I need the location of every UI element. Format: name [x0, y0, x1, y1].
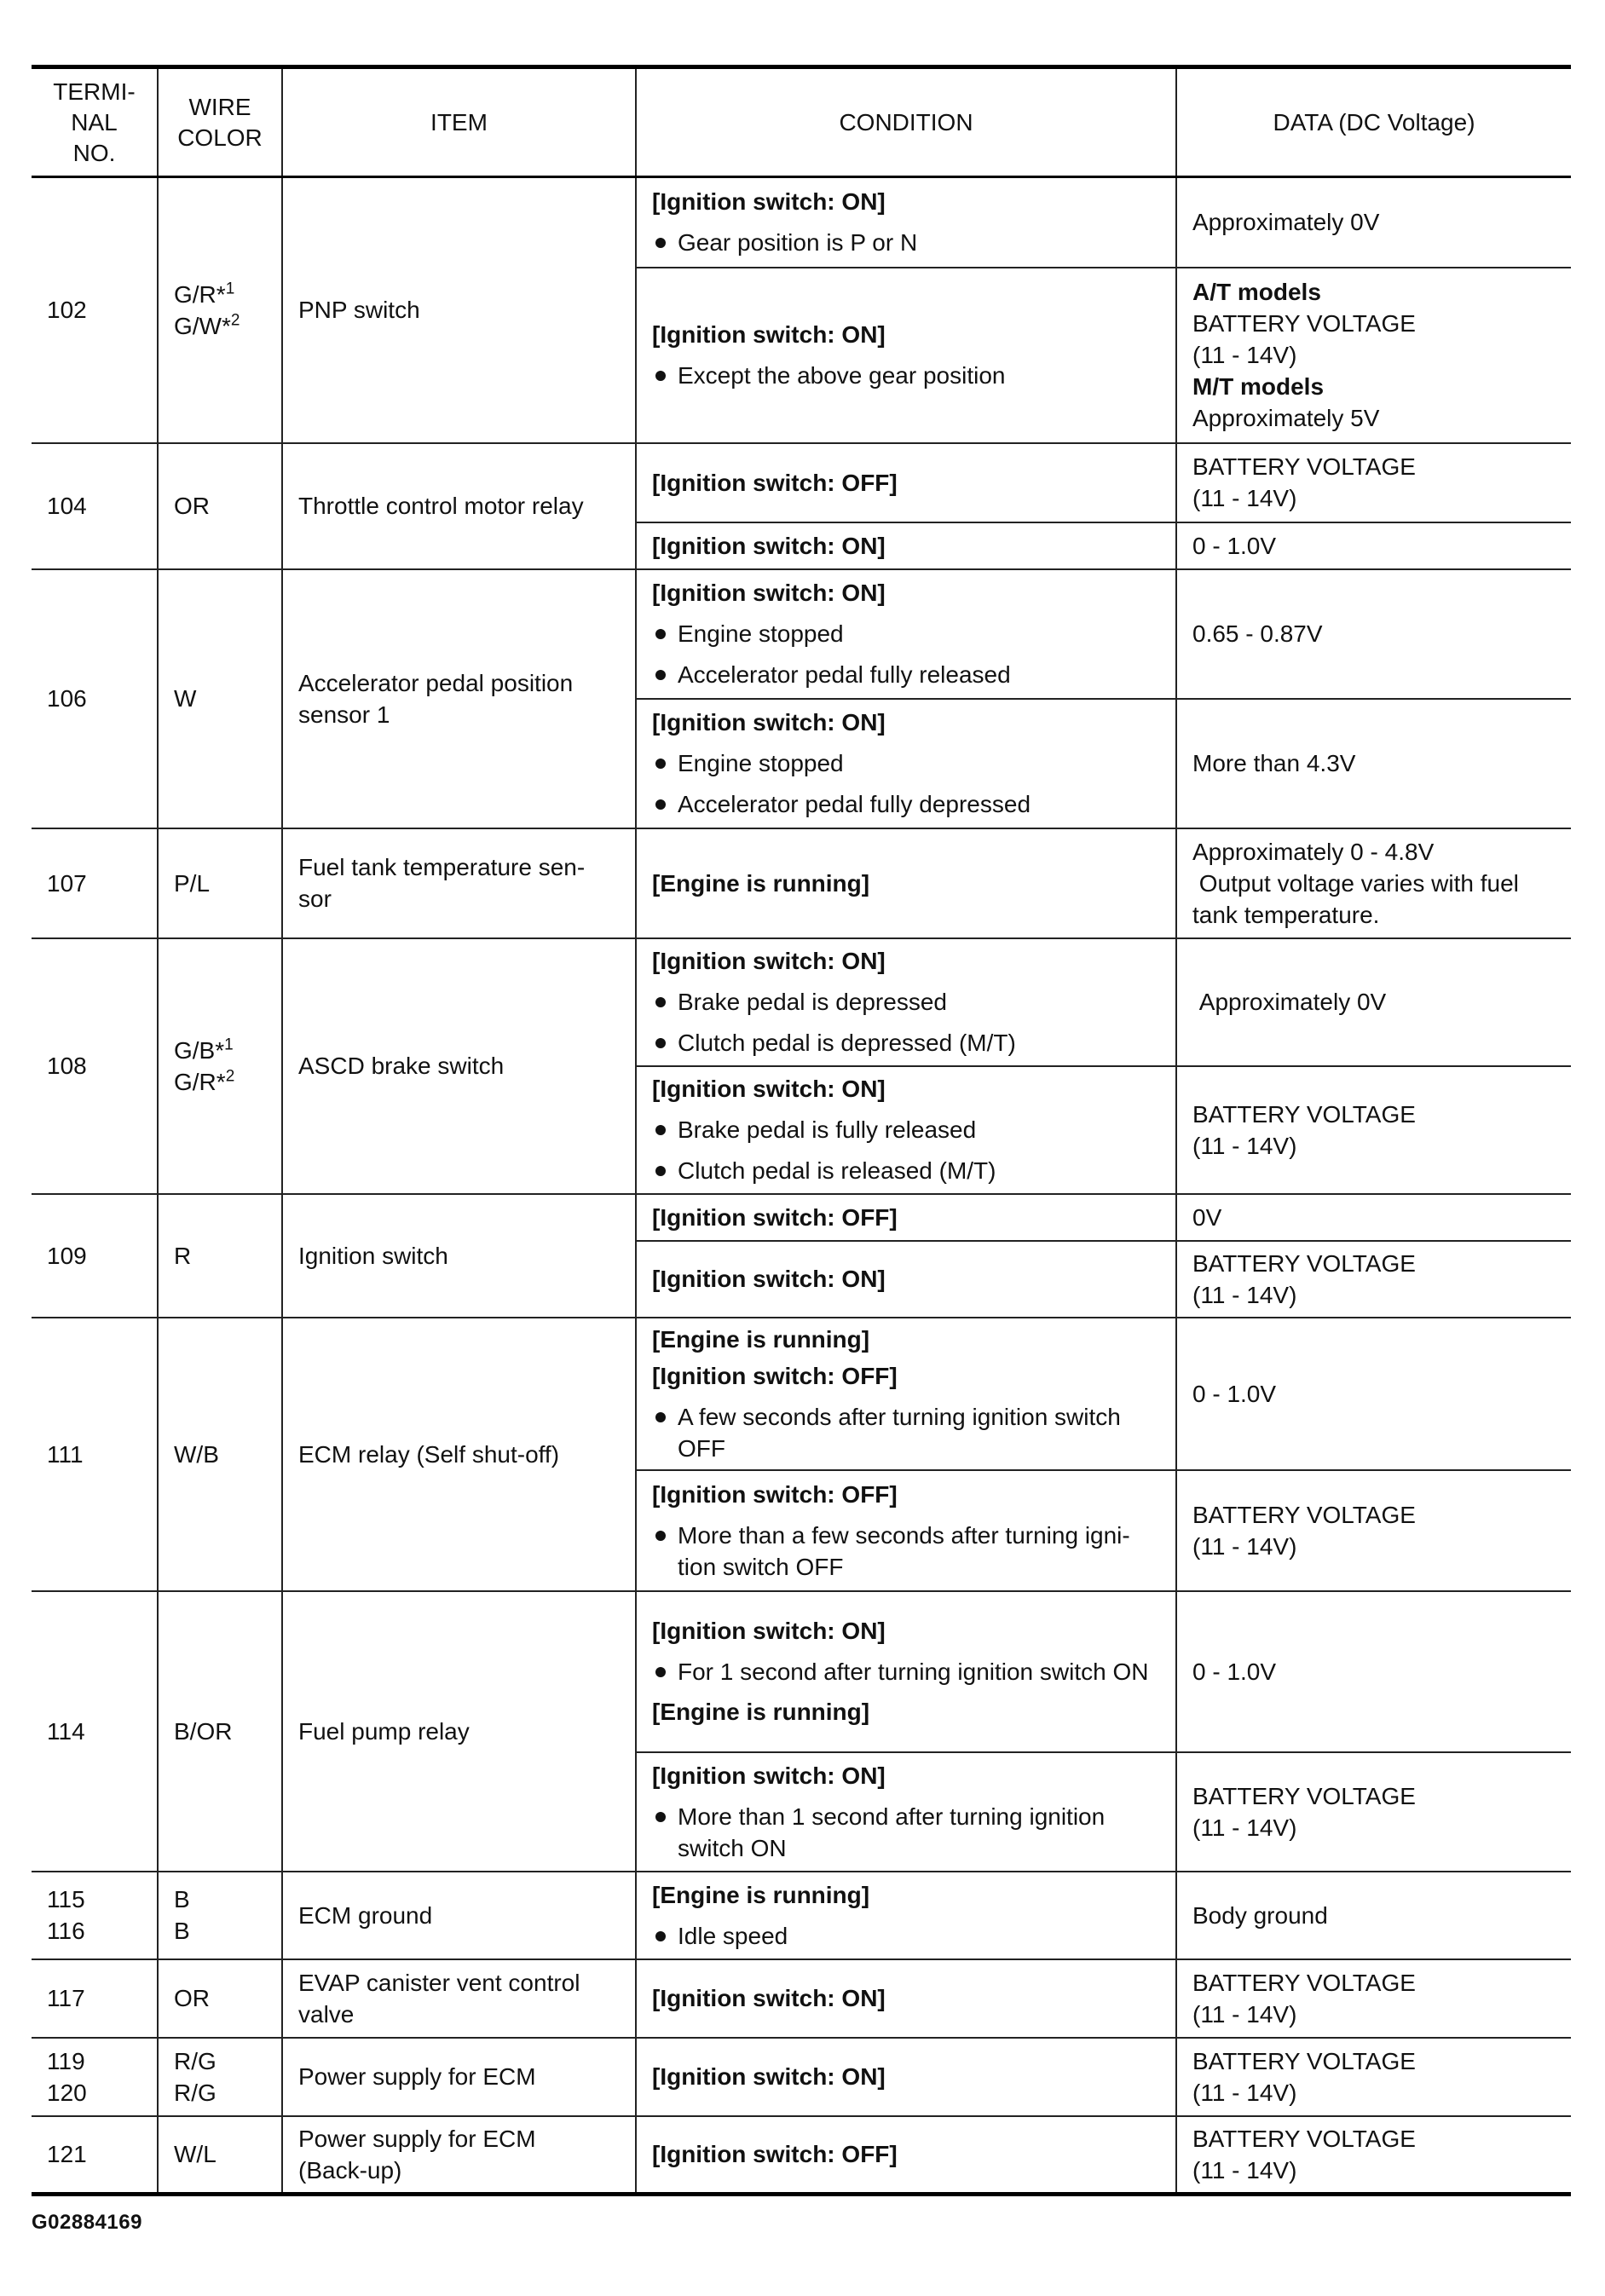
voltage-value: More than 4.3V — [1192, 750, 1356, 776]
condition-cell — [636, 1066, 1176, 1194]
condition-bullet: Brake pedal is fully released — [652, 1114, 1160, 1145]
condition-heading: [Ignition switch: ON] — [652, 1076, 886, 1102]
condition-heading: [Ignition switch: ON] — [652, 532, 886, 559]
wire-footnote-mark: 2 — [230, 311, 240, 330]
voltage-data-cell — [1176, 1591, 1571, 1752]
condition-heading: [Ignition switch: OFF] — [652, 469, 898, 496]
wire-color-cell — [158, 569, 282, 828]
wire-color-text: R/G — [174, 2079, 217, 2106]
condition-cell — [636, 443, 1176, 522]
wire-color-cell — [158, 1194, 282, 1318]
wire-color-line — [174, 868, 266, 899]
condition-cell — [636, 699, 1176, 828]
condition-heading: [Engine is running] — [652, 1699, 870, 1725]
condition-heading: [Ignition switch: ON] — [652, 188, 886, 216]
voltage-data-cell — [1176, 1752, 1571, 1872]
table-row — [32, 443, 1571, 522]
wire-color-cell — [158, 2038, 282, 2116]
condition-bullet: More than a few seconds after turning igni- tion switch OFF — [652, 1520, 1160, 1583]
wire-color-text: W/L — [174, 2141, 217, 2168]
voltage-data-cell — [1176, 2116, 1571, 2195]
condition-bullet: A few seconds after turning ignition switch OFF — [652, 1401, 1160, 1464]
condition-bullet: Brake pedal is depressed — [652, 986, 1160, 1018]
terminal-no-cell: 106 — [32, 569, 158, 828]
condition-heading: [Ignition switch: ON] — [652, 1985, 886, 2011]
table-row — [32, 2038, 1571, 2116]
header-data: DATA (DC Voltage) — [1176, 67, 1571, 177]
voltage-value: 0 - 1.0V — [1192, 1658, 1277, 1685]
table-header-row — [32, 67, 1571, 177]
voltage-data-cell — [1176, 177, 1571, 268]
condition-heading: [Ignition switch: ON] — [652, 1762, 886, 1789]
condition-cell — [636, 1241, 1176, 1318]
voltage-value: (11 - 14V) — [1192, 2079, 1297, 2106]
wire-color-line — [174, 2045, 266, 2077]
wire-color-cell — [158, 938, 282, 1194]
figure-code: G02884169 — [32, 2211, 142, 2234]
voltage-value: (11 - 14V) — [1192, 485, 1297, 511]
condition-bullet: More than 1 second after turning ignition switch ON — [652, 1801, 1160, 1864]
condition-heading: [Ignition switch: ON] — [652, 321, 886, 348]
terminal-no-cell: 115 116 — [32, 1872, 158, 1959]
voltage-value: BATTERY VOLTAGE — [1192, 1249, 1416, 1277]
wire-color-cell — [158, 1318, 282, 1591]
voltage-data-cell — [1176, 828, 1571, 938]
item-cell: Fuel pump relay — [282, 1591, 636, 1872]
table-row — [32, 177, 1571, 268]
table-row — [32, 938, 1571, 1066]
voltage-value: (11 - 14V) — [1192, 1132, 1297, 1159]
voltage-value: Output voltage varies with fuel tank temperature. — [1192, 869, 1526, 928]
voltage-value: (11 - 14V) — [1192, 1532, 1297, 1560]
terminal-no-cell: 109 — [32, 1194, 158, 1318]
voltage-value: (11 - 14V) — [1192, 342, 1297, 368]
condition-bullet: Except the above gear position — [652, 360, 1160, 391]
voltage-data-cell — [1176, 1194, 1571, 1241]
condition-heading: [Ignition switch: OFF] — [652, 1362, 898, 1389]
wire-color-cell — [158, 828, 282, 938]
voltage-value: BATTERY VOLTAGE — [1192, 2125, 1416, 2152]
terminal-no-cell: 108 — [32, 938, 158, 1194]
condition-bullet: Accelerator pedal fully depressed — [652, 788, 1160, 820]
voltage-data-cell — [1176, 1241, 1571, 1318]
wire-color-line — [174, 1915, 266, 1947]
condition-cell — [636, 569, 1176, 699]
voltage-data-cell — [1176, 569, 1571, 699]
wire-color-text: B — [174, 1886, 190, 1912]
header-item: ITEM — [282, 67, 636, 177]
wire-color-line — [174, 1035, 266, 1066]
wire-color-line — [174, 1439, 266, 1470]
table-row — [32, 1194, 1571, 1241]
condition-heading: [Ignition switch: ON] — [652, 2063, 886, 2090]
wire-color-text: G/W* — [174, 312, 231, 339]
voltage-data-cell — [1176, 443, 1571, 522]
condition-heading: [Ignition switch: OFF] — [652, 2141, 898, 2168]
voltage-data-cell — [1176, 699, 1571, 828]
condition-bullet: Idle speed — [652, 1920, 1160, 1952]
wire-color-text: B — [174, 1918, 190, 1944]
header-wire-color: WIRE COLOR — [158, 67, 282, 177]
condition-heading: [Ignition switch: ON] — [652, 1618, 886, 1644]
voltage-value: BATTERY VOLTAGE — [1192, 1501, 1416, 1528]
voltage-value: Approximately 0 - 4.8V — [1192, 838, 1435, 865]
wire-color-text: R/G — [174, 2047, 217, 2074]
voltage-value: 0.65 - 0.87V — [1192, 620, 1323, 647]
voltage-value: BATTERY VOLTAGE — [1192, 1969, 1416, 1996]
wire-color-line — [174, 2138, 266, 2170]
condition-cell — [636, 1752, 1176, 1872]
voltage-value: Approximately 0V — [1192, 209, 1380, 236]
wire-color-text: B/OR — [174, 1717, 233, 1745]
voltage-value: 0V — [1192, 1203, 1222, 1231]
condition-heading: [Ignition switch: ON] — [652, 580, 886, 606]
item-cell: ASCD brake switch — [282, 938, 636, 1194]
condition-heading: [Ignition switch: OFF] — [652, 1203, 898, 1231]
condition-cell — [636, 1591, 1176, 1752]
wire-color-cell — [158, 1959, 282, 2038]
wire-color-text: OR — [174, 1985, 210, 2011]
wire-color-text: G/R* — [174, 1068, 226, 1095]
item-cell: Power supply for ECM — [282, 2038, 636, 2116]
condition-bullet: Clutch pedal is depressed (M/T) — [652, 1027, 1160, 1059]
wire-color-line — [174, 1066, 266, 1098]
wire-color-line — [174, 310, 266, 342]
wire-color-line — [174, 490, 266, 522]
item-cell: EVAP canister vent control valve — [282, 1959, 636, 2038]
table-row — [32, 1318, 1571, 1470]
wire-color-line — [174, 683, 266, 714]
condition-heading: [Engine is running] — [652, 1325, 870, 1353]
wire-color-text: R — [174, 1242, 192, 1269]
terminal-no-cell: 119 120 — [32, 2038, 158, 2116]
table-row — [32, 569, 1571, 699]
condition-cell — [636, 828, 1176, 938]
terminal-no-cell: 121 — [32, 2116, 158, 2195]
voltage-value: BATTERY VOLTAGE — [1192, 2047, 1416, 2074]
terminal-no-cell: 102 — [32, 177, 158, 443]
condition-cell — [636, 2038, 1176, 2116]
wire-color-text: G/B* — [174, 1036, 225, 1064]
terminal-data-table — [32, 65, 1571, 2196]
wire-footnote-mark: 2 — [225, 1067, 235, 1086]
table-row — [32, 1959, 1571, 2038]
condition-bullet: Engine stopped — [652, 618, 1160, 649]
voltage-value: BATTERY VOLTAGE — [1192, 1782, 1416, 1809]
wire-color-line — [174, 1884, 266, 1915]
condition-heading: [Ignition switch: ON] — [652, 948, 886, 974]
voltage-value: 0 - 1.0V — [1192, 532, 1277, 559]
voltage-value: Body ground — [1192, 1901, 1328, 1929]
voltage-data-cell — [1176, 1066, 1571, 1194]
table-row — [32, 1872, 1571, 1959]
voltage-data-cell — [1176, 268, 1571, 443]
wire-color-line — [174, 2077, 266, 2109]
model-label: A/T models — [1192, 279, 1321, 305]
voltage-data-cell — [1176, 938, 1571, 1066]
item-cell: ECM relay (Self shut-off) — [282, 1318, 636, 1591]
wire-color-line — [174, 1716, 266, 1747]
wire-color-cell — [158, 443, 282, 569]
wire-color-text: P/L — [174, 869, 211, 897]
voltage-data-cell — [1176, 1470, 1571, 1591]
condition-bullet: Gear position is P or N — [652, 227, 1160, 258]
terminal-no-cell: 104 — [32, 443, 158, 569]
condition-cell — [636, 1872, 1176, 1959]
condition-cell — [636, 1194, 1176, 1241]
voltage-value: Approximately 0V — [1192, 989, 1387, 1015]
condition-bullet: Accelerator pedal fully released — [652, 659, 1160, 690]
header-condition: CONDITION — [636, 67, 1176, 177]
voltage-data-cell — [1176, 1872, 1571, 1959]
condition-cell — [636, 938, 1176, 1066]
header-terminal-no: TERMI- NAL NO. — [32, 67, 158, 177]
wire-color-text: W/B — [174, 1440, 219, 1468]
table-row — [32, 2116, 1571, 2195]
wire-color-line — [174, 1240, 266, 1272]
wire-color-line — [174, 1982, 266, 2014]
table-row — [32, 828, 1571, 938]
item-cell: Fuel tank temperature sen- sor — [282, 828, 636, 938]
wire-footnote-mark: 1 — [225, 280, 235, 298]
wire-color-cell — [158, 2116, 282, 2195]
condition-bullet: For 1 second after turning ignition switch ON — [652, 1656, 1160, 1687]
condition-cell — [636, 1318, 1176, 1470]
voltage-value: BATTERY VOLTAGE — [1192, 453, 1416, 480]
item-cell: Ignition switch — [282, 1194, 636, 1318]
condition-cell — [636, 268, 1176, 443]
wire-color-text: OR — [174, 493, 210, 519]
voltage-value: (11 - 14V) — [1192, 1814, 1297, 1841]
terminal-no-cell: 111 — [32, 1318, 158, 1591]
item-cell: Throttle control motor relay — [282, 443, 636, 569]
terminal-no-cell: 114 — [32, 1591, 158, 1872]
voltage-value: Approximately 5V — [1192, 405, 1380, 431]
condition-heading: [Ignition switch: ON] — [652, 709, 886, 736]
table-row — [32, 1591, 1571, 1752]
item-cell: Accelerator pedal position sensor 1 — [282, 569, 636, 828]
voltage-data-cell — [1176, 1959, 1571, 2038]
terminal-no-cell: 117 — [32, 1959, 158, 2038]
condition-heading: [Ignition switch: OFF] — [652, 1480, 898, 1508]
voltage-data-cell — [1176, 1318, 1571, 1470]
voltage-value: (11 - 14V) — [1192, 1281, 1297, 1308]
condition-cell — [636, 177, 1176, 268]
voltage-data-cell — [1176, 2038, 1571, 2116]
wire-color-cell — [158, 1872, 282, 1959]
voltage-value: (11 - 14V) — [1192, 2000, 1297, 2028]
condition-cell — [636, 2116, 1176, 2195]
condition-cell — [636, 522, 1176, 569]
voltage-value: BATTERY VOLTAGE — [1192, 310, 1416, 337]
voltage-value: 0 - 1.0V — [1192, 1380, 1277, 1407]
condition-heading: [Engine is running] — [652, 869, 870, 897]
voltage-value: BATTERY VOLTAGE — [1192, 1100, 1416, 1128]
wire-color-cell — [158, 1591, 282, 1872]
model-label: M/T models — [1192, 373, 1325, 400]
condition-cell — [636, 1959, 1176, 2038]
terminal-no-cell: 107 — [32, 828, 158, 938]
wire-color-line — [174, 279, 266, 310]
item-cell: Power supply for ECM (Back-up) — [282, 2116, 636, 2195]
condition-heading: [Ignition switch: ON] — [652, 1266, 886, 1292]
wire-color-text: W — [174, 685, 197, 712]
voltage-data-cell — [1176, 522, 1571, 569]
item-cell: ECM ground — [282, 1872, 636, 1959]
condition-bullet: Engine stopped — [652, 747, 1160, 779]
wire-color-cell — [158, 177, 282, 443]
condition-heading: [Engine is running] — [652, 1881, 870, 1908]
wire-color-text: G/R* — [174, 280, 226, 308]
condition-cell — [636, 1470, 1176, 1591]
item-cell: PNP switch — [282, 177, 636, 443]
condition-bullet: Clutch pedal is released (M/T) — [652, 1155, 1160, 1186]
wire-footnote-mark: 1 — [224, 1036, 234, 1054]
voltage-value: (11 - 14V) — [1192, 2156, 1297, 2184]
